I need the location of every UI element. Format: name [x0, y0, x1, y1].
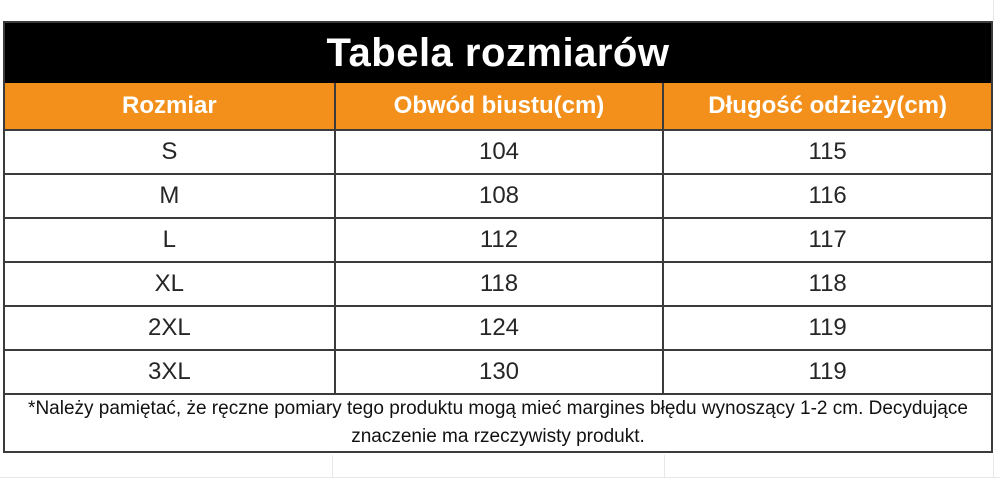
gridline [332, 455, 333, 477]
size-table [3, 21, 993, 453]
gridline [993, 455, 994, 477]
cell-size: 2XL [147, 314, 191, 341]
table-title: Tabela rozmiarów [5, 23, 991, 83]
table-row [5, 261, 991, 305]
table-header-row [5, 83, 991, 129]
cell-bust: 130 [334, 351, 663, 393]
cell-length: 116 [662, 175, 991, 217]
cell-size: 3XL [147, 358, 191, 385]
cell-size: XL [154, 270, 184, 297]
cell-length: 115 [662, 131, 991, 173]
cell-length: 119 [662, 351, 991, 393]
cell-size: L [162, 226, 176, 253]
cell-bust: 104 [334, 131, 663, 173]
cell-length: 117 [662, 219, 991, 261]
header-cell-length: Długość odzieży(cm) [662, 83, 991, 129]
table-row [5, 305, 991, 349]
cell-length: 118 [662, 263, 991, 305]
table-row [5, 349, 991, 393]
table-row [5, 217, 991, 261]
cell-size: S [161, 138, 178, 165]
cell-bust: 108 [334, 175, 663, 217]
measurement-note: *Należy pamiętać, że ręczne pomiary tego produktu mogą mieć margines błędu wynoszący 1-2 cm. Decydujące znaczenie ma rzeczywisty produkt. [5, 393, 991, 451]
header-cell-size: Rozmiar [121, 92, 217, 119]
header-cell-bust: Obwód biustu(cm) [334, 83, 663, 129]
table-row [5, 173, 991, 217]
table-row [5, 129, 991, 173]
cell-length: 119 [662, 307, 991, 349]
gridline [993, 0, 994, 21]
cell-bust: 124 [334, 307, 663, 349]
gridline [664, 455, 665, 477]
cell-bust: 112 [334, 219, 663, 261]
gridline [0, 477, 1000, 478]
cell-size: M [159, 182, 180, 209]
cell-bust: 118 [334, 263, 663, 305]
